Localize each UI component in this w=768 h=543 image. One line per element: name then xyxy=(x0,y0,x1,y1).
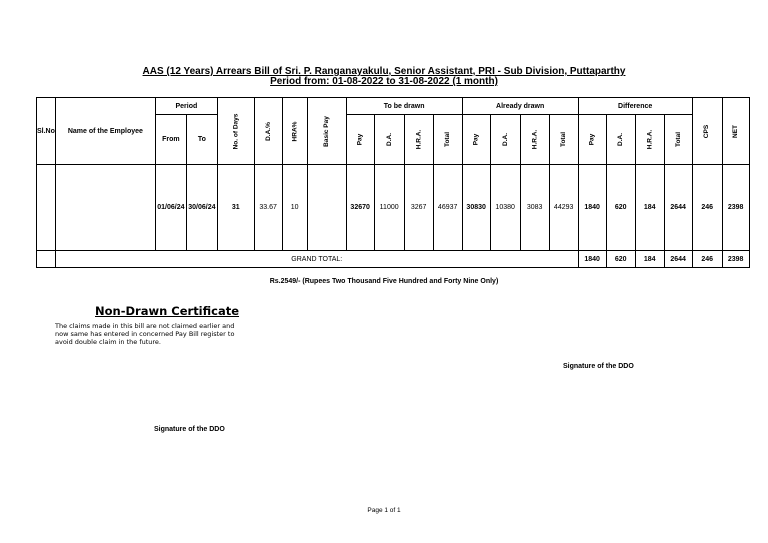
table-row xyxy=(37,165,750,251)
cell-net: 2398 xyxy=(722,165,749,251)
amount-in-words: Rs.2549/- (Rupees Two Thousand Five Hundred and Forty Nine Only) xyxy=(269,278,499,285)
cell-tbd-da: 11000 xyxy=(374,165,404,251)
cell-da-percent: 33.67 xyxy=(254,165,282,251)
grand-total-total: 2644 xyxy=(664,251,692,268)
bill-title: AAS (12 Years) Arrears Bill of Sri. P. Ranganayakulu, Senior Assistant, PRI - Sub Division, Puttaparthy xyxy=(142,66,626,77)
cell-ad-hra: 3083 xyxy=(520,165,549,251)
cell-ad-da: 10380 xyxy=(490,165,520,251)
signature-ddo-right: Signature of the DDO xyxy=(563,363,634,370)
certificate-body: The claims made in this bill are not claimed earlier and now same has entered in concerned Pay Bill register to avoid double claim in the future. xyxy=(55,322,235,346)
header-difference: Difference xyxy=(578,98,692,115)
header-ad-pay: Pay xyxy=(462,115,490,165)
certificate-title: Non-Drawn Certificate xyxy=(95,304,240,318)
page-number: Page 1 of 1 xyxy=(367,507,401,514)
header-diff-da: D.A. xyxy=(606,115,635,165)
grand-total-label: GRAND TOTAL: xyxy=(55,251,578,268)
header-tbd-da: D.A. xyxy=(374,115,404,165)
cell-tbd-total: 46937 xyxy=(433,165,462,251)
cell-diff-hra: 184 xyxy=(635,165,664,251)
header-ad-da: D.A. xyxy=(490,115,520,165)
grand-total-da: 620 xyxy=(606,251,635,268)
cell-diff-da: 620 xyxy=(606,165,635,251)
cell-hra-percent: 10 xyxy=(282,165,307,251)
header-basic-pay: Basic Pay xyxy=(307,98,346,165)
header-diff-total: Total xyxy=(664,115,692,165)
grand-total-spacer xyxy=(37,251,56,268)
header-diff-hra: H.R.A. xyxy=(635,115,664,165)
cell-slno xyxy=(37,165,56,251)
bill-period: Period from: 01-08-2022 to 31-08-2022 (1 month) xyxy=(270,76,498,87)
cell-tbd-pay: 32670 xyxy=(346,165,374,251)
cell-ad-pay: 30830 xyxy=(462,165,490,251)
cell-diff-pay: 1840 xyxy=(578,165,606,251)
grand-total-pay: 1840 xyxy=(578,251,606,268)
cell-basic-pay xyxy=(307,165,346,251)
cell-to: 30/06/24 xyxy=(186,165,217,251)
cell-days: 31 xyxy=(217,165,254,251)
header-to: To xyxy=(186,115,217,165)
header-cps: CPS xyxy=(692,98,722,165)
header-already-drawn: Already drawn xyxy=(462,98,578,115)
header-period: Period xyxy=(155,98,217,115)
header-da-percent: D.A.% xyxy=(254,98,282,165)
cell-tbd-hra: 3267 xyxy=(404,165,433,251)
header-diff-pay: Pay xyxy=(578,115,606,165)
signature-ddo-left: Signature of the DDO xyxy=(154,426,225,433)
header-tbd-total: Total xyxy=(433,115,462,165)
header-hra-percent: HRA% xyxy=(282,98,307,165)
cell-employee-name xyxy=(55,165,155,251)
arrears-table xyxy=(36,97,750,268)
header-slno: Sl.No xyxy=(37,98,56,165)
header-days: No. of Days xyxy=(217,98,254,165)
grand-total-row xyxy=(37,251,750,268)
header-ad-total: Total xyxy=(549,115,578,165)
grand-total-cps: 246 xyxy=(692,251,722,268)
cell-ad-total: 44293 xyxy=(549,165,578,251)
header-net: NET xyxy=(722,98,749,165)
header-ad-hra: H.R.A. xyxy=(520,115,549,165)
grand-total-net: 2398 xyxy=(722,251,749,268)
cell-cps: 246 xyxy=(692,165,722,251)
header-employee-name: Name of the Employee xyxy=(55,98,155,165)
header-tbd-pay: Pay xyxy=(346,115,374,165)
header-tbd-hra: H.R.A. xyxy=(404,115,433,165)
cell-from: 01/06/24 xyxy=(155,165,186,251)
cell-diff-total: 2644 xyxy=(664,165,692,251)
header-to-be-drawn: To be drawn xyxy=(346,98,462,115)
grand-total-hra: 184 xyxy=(635,251,664,268)
header-from: From xyxy=(155,115,186,165)
